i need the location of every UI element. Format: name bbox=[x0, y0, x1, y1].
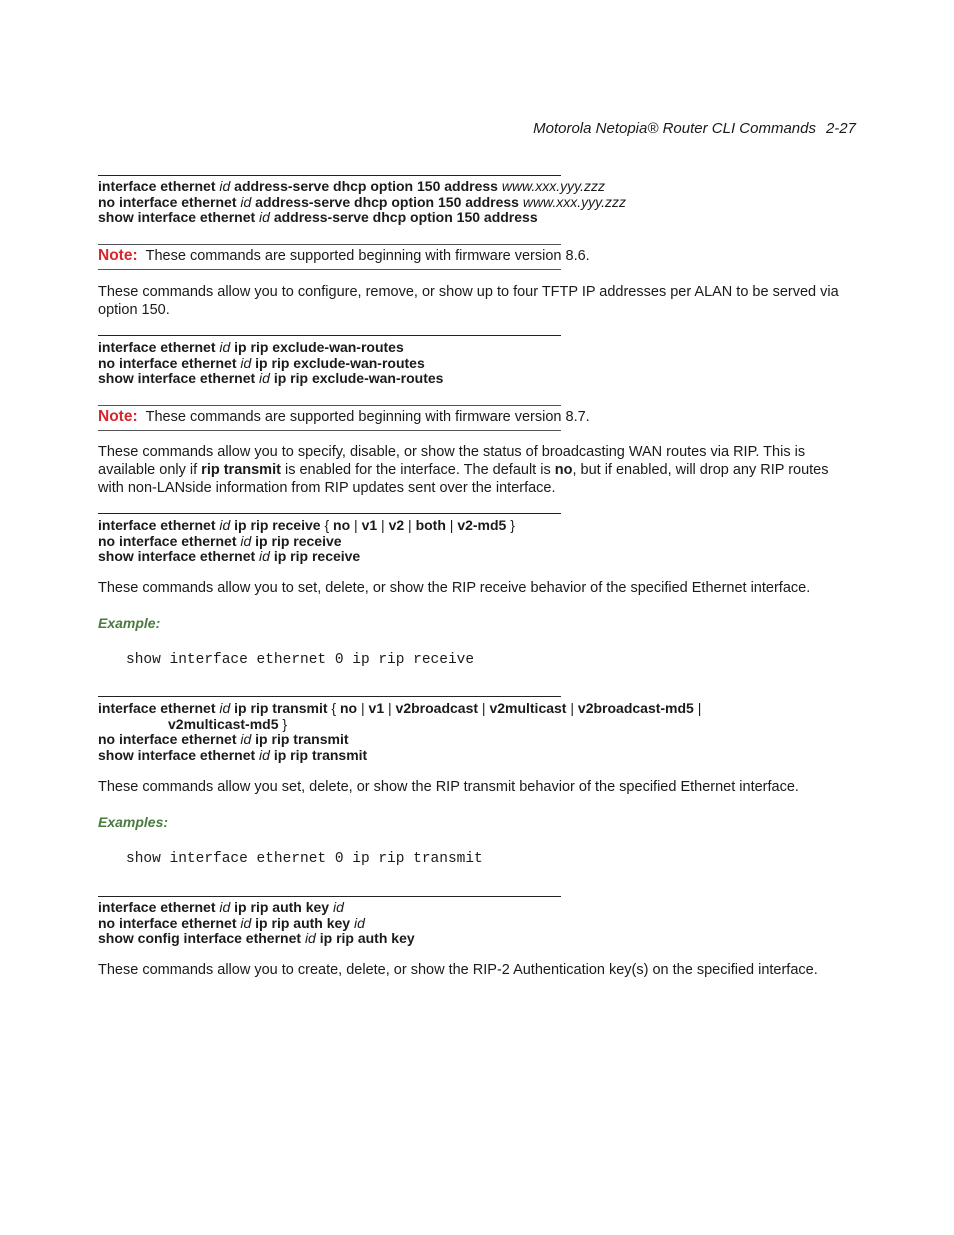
command-syntax-address-serve bbox=[98, 179, 798, 226]
command-line: interface ethernet id ip rip exclude-wan-routes bbox=[98, 339, 404, 355]
command-line: show interface ethernet id ip rip exclude-wan-routes bbox=[98, 370, 444, 387]
command-line: interface ethernet id address-serve dhcp option 150 address www.xxx.yyy.zzz bbox=[98, 178, 606, 194]
command-line: interface ethernet id ip rip transmit { no | v1 | v2broadcast | v2multicast | v2broadcast-md5 | bbox=[98, 700, 702, 716]
command-line: no interface ethernet id ip rip receive bbox=[98, 532, 342, 549]
section-rule bbox=[98, 513, 561, 514]
description-paragraph: These commands allow you to configure, remove, or show up to four TFTP IP addresses per ALAN to be served via option 150. bbox=[98, 284, 839, 318]
command-line: no interface ethernet id ip rip exclude-wan-routes bbox=[98, 354, 425, 371]
section-rule bbox=[98, 335, 561, 336]
command-syntax-rip-transmit bbox=[98, 701, 798, 763]
page-header bbox=[533, 120, 856, 137]
description-paragraph: These commands allow you set, delete, or show the RIP transmit behavior of the specified Ethernet interface. bbox=[98, 779, 799, 795]
command-line: show interface ethernet id address-serve dhcp option 150 address bbox=[98, 209, 538, 226]
description-paragraph: These commands allow you to create, delete, or show the RIP-2 Authentication key(s) on the specified interface. bbox=[98, 962, 818, 978]
command-line: interface ethernet id ip rip receive { no | v1 | v2 | both | v2-md5 } bbox=[98, 517, 515, 533]
command-line: v2multicast-md5 } bbox=[168, 715, 288, 732]
command-line: show config interface ethernet id ip rip auth key bbox=[98, 930, 415, 947]
note-text: These commands are supported beginning with firmware version 8.6. bbox=[145, 248, 590, 264]
section-rule bbox=[98, 175, 561, 176]
note-label: Note: bbox=[98, 408, 138, 425]
note-label: Note: bbox=[98, 247, 138, 264]
header-title: Motorola Netopia® Router CLI Commands bbox=[533, 120, 816, 137]
code-example: show interface ethernet 0 ip rip transmit bbox=[126, 851, 483, 867]
note-box bbox=[98, 405, 590, 431]
note-text: These commands are supported beginning with firmware version 8.7. bbox=[145, 409, 590, 425]
command-syntax-rip-receive bbox=[98, 518, 798, 565]
command-syntax-exclude-wan-routes bbox=[98, 340, 798, 387]
description-paragraph: These commands allow you to set, delete, or show the RIP receive behavior of the specified Ethernet interface. bbox=[98, 580, 811, 596]
section-rule bbox=[98, 896, 561, 897]
command-line: no interface ethernet id address-serve dhcp option 150 address www.xxx.yyy.zzz bbox=[98, 193, 627, 210]
note-box bbox=[98, 244, 590, 270]
command-line: interface ethernet id ip rip auth key id bbox=[98, 899, 344, 915]
command-syntax-rip-auth-key bbox=[98, 900, 798, 947]
example-label: Example: bbox=[98, 615, 161, 631]
code-example: show interface ethernet 0 ip rip receive bbox=[126, 652, 475, 668]
command-line: no interface ethernet id ip rip auth key id bbox=[98, 914, 365, 931]
page-number: 2-27 bbox=[825, 120, 856, 137]
command-line: show interface ethernet id ip rip transmit bbox=[98, 746, 368, 763]
command-line: no interface ethernet id ip rip transmit bbox=[98, 731, 349, 748]
command-line: show interface ethernet id ip rip receive bbox=[98, 548, 361, 565]
description-paragraph: These commands allow you to specify, disable, or show the status of broadcasting WAN routes via RIP. This is available only if rip transmit is enabled for the interface. The default is no, but if enabled, will drop any RIP routes with non-LANside information from RIP updates sent over the interface. bbox=[98, 444, 829, 496]
example-label: Examples: bbox=[98, 814, 169, 830]
section-rule bbox=[98, 696, 561, 697]
